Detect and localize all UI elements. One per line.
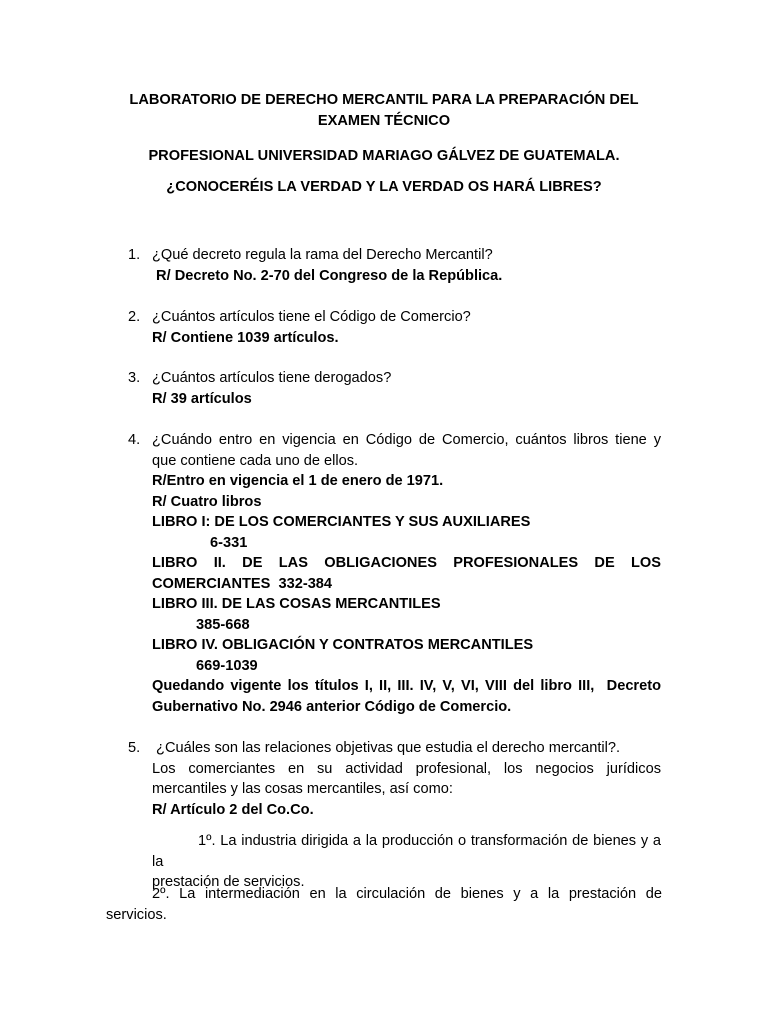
question-text: ¿Cuántos artículos tiene derogados? [152,370,392,386]
answer-text: R/ 39 artículos [152,390,252,407]
question-number: 5. [128,740,141,756]
answer-text: R/ Decreto No. 2-70 del Congreso de la República. [152,267,503,284]
libro-2-line-2: COMERCIANTES 332-384 [152,575,333,592]
question-number: 4. [128,432,141,448]
paragraph-2 [106,884,662,925]
paragraph-1-line-2: prestación de servicios. [152,874,305,890]
text-line-2: mercantiles y las cosas mercantiles, así como: [152,781,453,797]
document-subtitle: PROFESIONAL UNIVERSIDAD MARIAGO GÁLVEZ DE GUATEMALA. [148,148,620,164]
question-number: 3. [128,370,141,386]
note-line-2: Gubernativo No. 2946 anterior Código de Comercio. [152,698,512,715]
question-text: ¿Qué decreto regula la rama del Derecho Mercantil? [152,247,493,263]
libro-1-range: 6-331 [210,534,248,551]
text-line-1: Los comerciantes en su actividad profesional, los negocios jurídicos [152,760,661,777]
document-motto: ¿CONOCERÉIS LA VERDAD Y LA VERDAD OS HARÁ LIBRES? [166,179,602,195]
paragraph-2-line-1: 2º. La intermediación en la circulación de bienes y a la prestación de [152,886,662,902]
answer-text: R/ Contiene 1039 artículos. [152,329,339,346]
answer-vigencia: R/Entro en vigencia el 1 de enero de 1971. [152,473,444,489]
question-text-line-1: ¿Cuándo entro en vigencia en Código de Comercio, cuántos libros tiene y [152,432,661,448]
paragraph-1-line-1: 1º. La industria dirigida a la producción o transformación de bienes y a la [152,833,661,870]
question-number: 1. [128,247,141,263]
question-text-line-2: que contiene cada uno de ellos. [152,452,359,469]
title-line-1: LABORATORIO DE DERECHO MERCANTIL PARA LA PREPARACIÓN DEL [129,92,639,108]
question-number: 2. [128,309,141,325]
libro-4: LIBRO IV. OBLIGACIÓN Y CONTRATOS MERCANTILES [152,637,534,653]
note-line-1: Quedando vigente los títulos I, II, III. IV, V, VI, VIII del libro III, Decreto [152,678,661,694]
libro-1: LIBRO I: DE LOS COMERCIANTES Y SUS AUXILIARES [152,514,531,530]
title-line-2: EXAMEN TÉCNICO [317,112,451,129]
paragraph-2-line-2: servicios. [106,906,167,923]
libro-3-range: 385-668 [196,616,250,633]
libro-2-line-1: LIBRO II. DE LAS OBLIGACIONES PROFESIONALES DE LOS [152,555,661,571]
libro-3: LIBRO III. DE LAS COSAS MERCANTILES [152,596,441,612]
question-text: ¿Cuántos artículos tiene el Código de Comercio? [152,309,471,325]
libro-4-range: 669-1039 [196,657,258,674]
answer-text: R/ Artículo 2 del Co.Co. [152,801,314,818]
question-text: ¿Cuáles son las relaciones objetivas que estudia el derecho mercantil?. [152,740,621,756]
document-title [100,90,668,131]
answer-libros: R/ Cuatro libros [152,493,262,510]
